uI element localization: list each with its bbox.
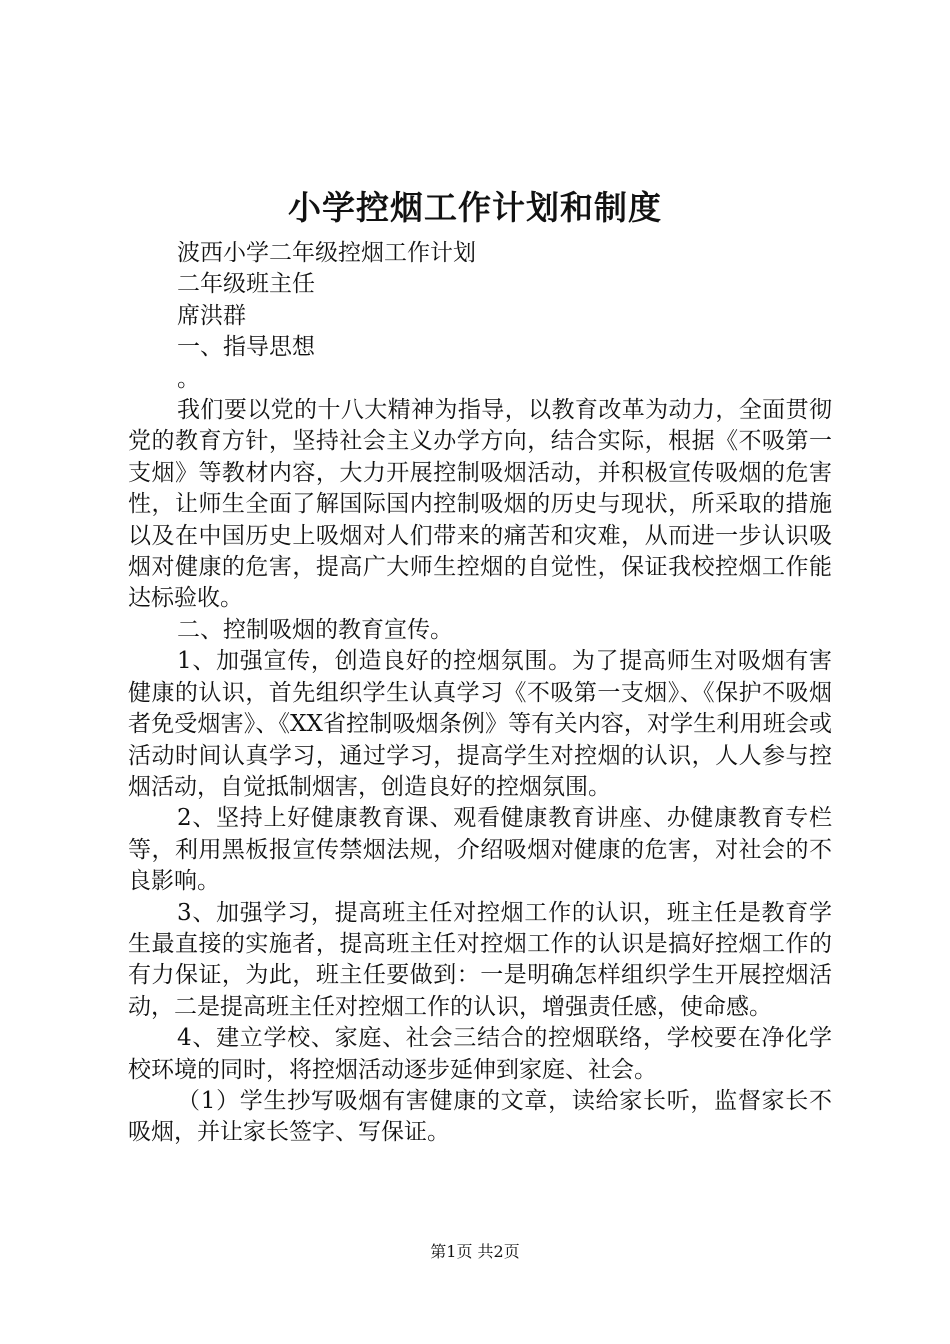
paragraph-subitem-1: （1）学生抄写吸烟有害健康的文章，读给家长听，监督家长不吸烟，并让家长签字、写保证。	[128, 1087, 832, 1146]
section-heading-guiding-ideology: 一、指导思想	[177, 334, 315, 361]
punctuation-line: 。	[177, 365, 200, 392]
plan-heading-line: 波西小学二年级控烟工作计划	[177, 240, 476, 266]
page-footer: 第1页 共2页	[430, 1242, 520, 1261]
author-role-line: 二年级班主任	[177, 271, 315, 298]
paragraph-item-3: 3、加强学习，提高班主任对控烟工作的认识，班主任是教育学生最直接的实施者，提高班主任对控烟工作的认识是搞好控烟工作的有力保证，为此，班主任要做到：一是明确怎样组织学生开展控烟活动，二是提高班主任对控烟工作的认识，增强责任感，使命感。	[128, 899, 832, 1020]
paragraph-item-2: 2、坚持上好健康教育课、观看健康教育讲座、办健康教育专栏等，利用黑板报宣传禁烟法规，介绍吸烟对健康的危害，对社会的不良影响。	[128, 805, 832, 895]
document-body	[128, 238, 832, 1149]
author-name-line: 席洪群	[177, 302, 246, 329]
section-heading-education-publicity: 二、控制吸烟的教育宣传。	[177, 616, 453, 643]
paragraph-item-4: 4、建立学校、家庭、社会三结合的控烟联络，学校要在净化学校环境的同时，将控烟活动逐步延伸到家庭、社会。	[128, 1025, 832, 1083]
paragraph-item-1: 1、加强宣传，创造良好的控烟氛围。为了提高师生对吸烟有害健康的认识，首先组织学生认真学习《不吸第一支烟》、《保护不吸烟者免受烟害》、《XX省控制吸烟条例》等有关内容，对学生利用班会或活动时间认真学习，通过学习，提高学生对控烟的认识，人人参与控烟活动，自觉抵制烟害，创造良好的控烟氛围。	[128, 648, 832, 800]
paragraph-guiding-ideology: 我们要以党的十八大精神为指导，以教育改革为动力，全面贯彻党的教育方针，坚持社会主义办学方向，结合实际，根据《不吸第一支烟》等教材内容，大力开展控制吸烟活动，并积极宣传吸烟的危害性，让师生全面了解国际国内控制吸烟的历史与现状，所采取的措施以及在中国历史上吸烟对人们带来的痛苦和灾难，从而进一步认识吸烟对健康的危害，提高广大师生控烟的自觉性，保证我校控烟工作能达标验收。	[128, 397, 832, 612]
document-title: 小学控烟工作计划和制度	[288, 188, 662, 227]
